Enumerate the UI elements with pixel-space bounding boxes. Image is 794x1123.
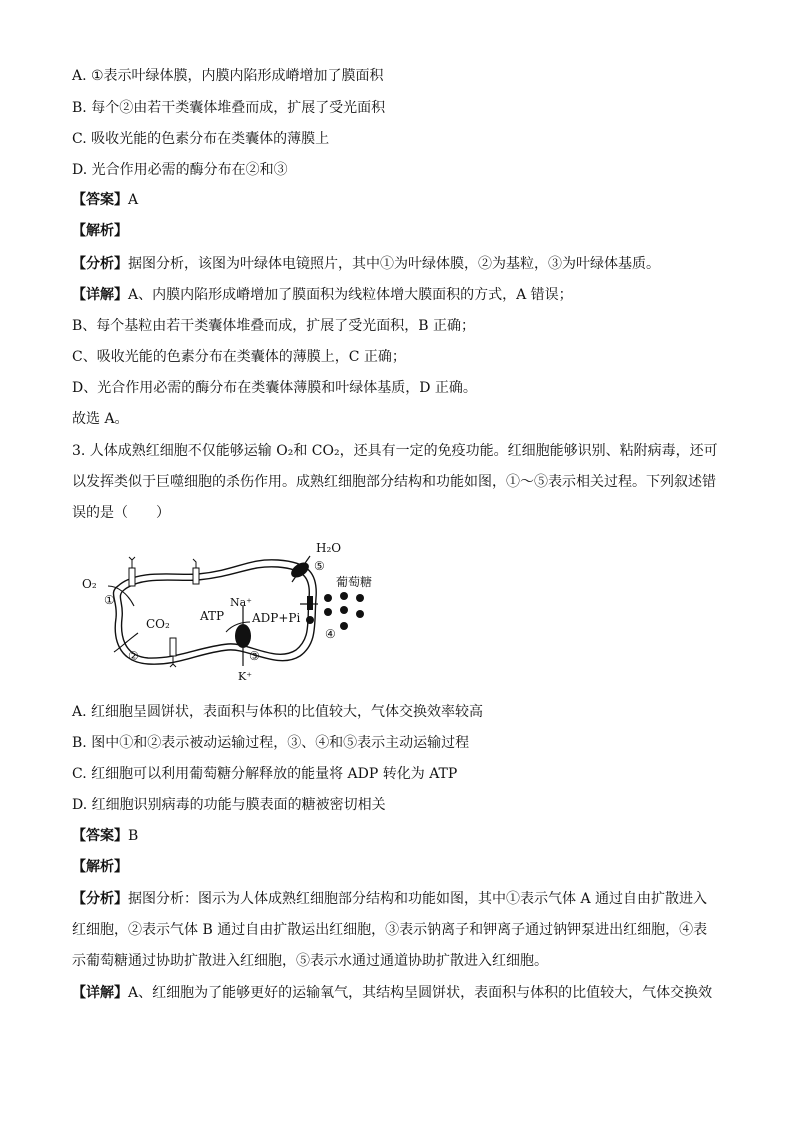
q3-stem-line2: 以发挥类似于巨噬细胞的杀伤作用。成熟红细胞部分结构和功能如图，①～⑤表示相关过程。下列叙述错 <box>72 474 716 490</box>
q3-fenxi-line2: 红细胞，②表示气体 B 通过自由扩散运出红细胞，③表示钠离子和钾离子通过钠钾泵进出红细胞，④表 <box>72 922 708 938</box>
fenxi-label: 【分析】 <box>72 891 128 907</box>
q2-detail-b: B、每个基粒由若干类囊体堆叠而成，扩展了受光面积，B 正确； <box>72 318 476 334</box>
glucose-dot <box>324 594 332 602</box>
label-3: ③ <box>249 649 260 663</box>
xiangjie-text: A、内膜内陷形成嵴增加了膜面积为线粒体增大膜面积的方式，A 错误； <box>128 287 573 303</box>
q3-option-c: C. 红细胞可以利用葡萄糖分解释放的能量将 ADP 转化为 ATP <box>72 766 458 782</box>
membrane-protein-1 <box>129 568 135 586</box>
membrane-protein-2 <box>193 568 199 584</box>
glucose-dot <box>324 608 332 616</box>
q2-option-c: C. 吸收光能的色素分布在类囊体的薄膜上 <box>72 131 330 147</box>
glucose-dot <box>306 616 314 624</box>
label-o2: O₂ <box>82 577 97 591</box>
fenxi-label: 【分析】 <box>72 256 128 272</box>
q2-detail-c: C、吸收光能的色素分布在类囊体的薄膜上，C 正确； <box>72 349 406 365</box>
q3-answer <box>72 826 138 846</box>
sodium-potassium-pump <box>235 624 251 648</box>
answer-value: B <box>128 828 139 844</box>
q3-jiexi-heading: 【解析】 <box>72 859 128 875</box>
glucose-carrier <box>307 596 313 610</box>
q2-option-b: B. 每个②由若干类囊体堆叠而成，扩展了受光面积 <box>72 100 386 116</box>
glucose-dot <box>340 606 348 614</box>
label-adp: ADP+Pi <box>252 611 301 625</box>
label-glucose: 葡萄糖 <box>336 575 373 589</box>
fenxi-text: 据图分析：图示为人体成熟红细胞部分结构和功能如图，其中①表示气体 A 通过自由扩散进入 <box>128 891 708 907</box>
xiangjie-label: 【详解】 <box>72 287 128 303</box>
q2-option-d: D. 光合作用必需的酶分布在②和③ <box>72 162 288 178</box>
q2-xiangjie <box>72 285 573 305</box>
q3-stem-line1: 3. 人体成熟红细胞不仅能够运输 O₂和 CO₂，还具有一定的免疫功能。红细胞能够识别、粘附病毒，还可 <box>72 443 718 459</box>
q2-fenxi <box>72 254 660 274</box>
q3-option-b: B. 图中①和②表示被动运输过程，③、④和⑤表示主动运输过程 <box>72 735 470 751</box>
glycan-1 <box>129 557 135 568</box>
xiangjie-label: 【详解】 <box>72 985 128 1001</box>
answer-label: 【答案】 <box>72 828 128 844</box>
q2-jiexi-heading: 【解析】 <box>72 223 128 239</box>
glucose-dot <box>356 610 364 618</box>
q2-answer <box>72 190 138 210</box>
fenxi-text: 据图分析，该图为叶绿体电镜照片，其中①为叶绿体膜，②为基粒，③为叶绿体基质。 <box>128 256 660 272</box>
xiangjie-text: A、红细胞为了能够更好的运输氧气，其结构呈圆饼状，表面积与体积的比值较大，气体交换效 <box>128 985 713 1001</box>
answer-value: A <box>128 192 139 208</box>
label-4: ④ <box>325 627 336 641</box>
glycan-2 <box>193 559 196 568</box>
label-5: ⑤ <box>314 559 325 573</box>
label-co2: CO₂ <box>146 617 170 631</box>
answer-label: 【答案】 <box>72 192 128 208</box>
glucose-dot <box>340 592 348 600</box>
label-na: Na⁺ <box>230 596 252 609</box>
q2-detail-d: D、光合作用必需的酶分布在类囊体薄膜和叶绿体基质，D 正确。 <box>72 380 477 396</box>
q3-xiangjie <box>72 983 712 1003</box>
q3-stem-line3: 误的是（ ） <box>72 505 170 521</box>
q3-option-a: A. 红细胞呈圆饼状，表面积与体积的比值较大，气体交换效率较高 <box>72 704 484 720</box>
q3-fenxi-line3: 示葡萄糖通过协助扩散进入红细胞，⑤表示水通过通道协助扩散进入红细胞。 <box>72 953 548 969</box>
glucose-dot <box>356 594 364 602</box>
label-1: ① <box>104 593 115 607</box>
q3-option-d: D. 红细胞识别病毒的功能与膜表面的糖被密切相关 <box>72 797 386 813</box>
glucose-dot <box>340 622 348 630</box>
membrane-protein-3 <box>170 638 176 656</box>
label-h2o: H₂O <box>316 541 342 555</box>
label-atp: ATP <box>200 609 225 623</box>
label-2: ② <box>128 649 139 663</box>
q2-conclusion: 故选 A。 <box>72 411 129 427</box>
label-k: K⁺ <box>238 670 253 683</box>
red-blood-cell-diagram <box>78 538 378 686</box>
q2-option-a: A. ①表示叶绿体膜，内膜内陷形成嵴增加了膜面积 <box>72 68 384 84</box>
q3-fenxi-line1 <box>72 889 707 909</box>
